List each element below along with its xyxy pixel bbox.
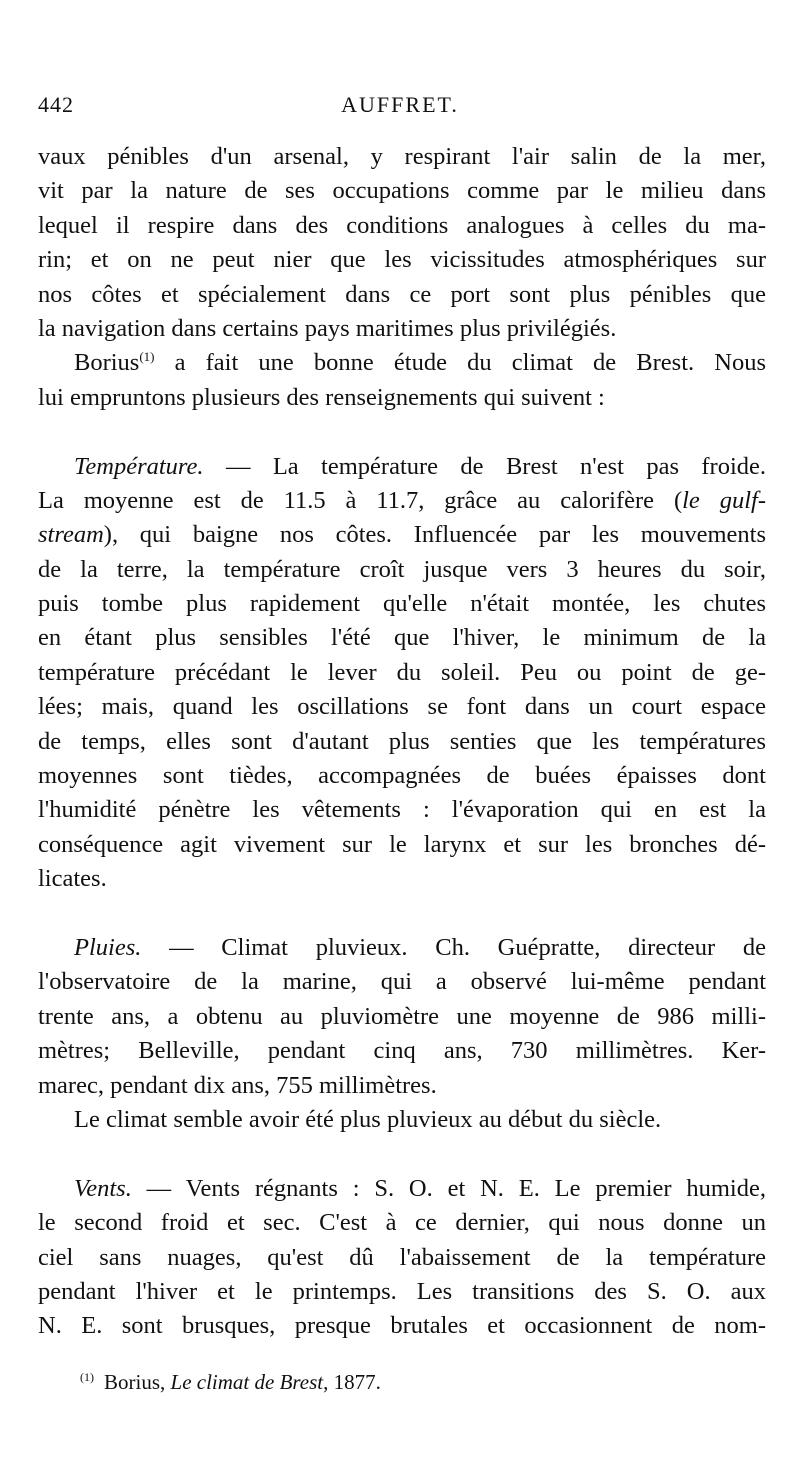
body-text [38, 140, 766, 1344]
paragraph-gap [38, 415, 766, 449]
text-line: ciel sans nuages, qu'est dû l'abaissement de la température [38, 1243, 766, 1271]
section-pluies [38, 931, 766, 1137]
page-header [38, 92, 762, 122]
text-line: vaux pénibles d'un arsenal, y respirant l'air salin de la mer, [38, 143, 766, 170]
text-line: moyennes sont tièdes, accompagnées de buées épaisses dont [38, 762, 766, 790]
text-line: stream), qui baigne nos côtes. Influencée par les mouvements [38, 521, 766, 549]
footnote-reference[interactable]: (1) [139, 349, 155, 365]
page-number: 442 [38, 92, 74, 117]
footnote-author: Borius, [104, 1370, 171, 1394]
text-line: Vents. — Vents régnants : S. O. et N. E. Le premier humide, [74, 1174, 766, 1202]
paragraph-borius [38, 346, 766, 415]
text-line: mètres; Belleville, pendant cinq ans, 730 millimètres. Ker- [38, 1037, 766, 1065]
text-line: puis tombe plus rapidement qu'elle n'était montée, les chutes [38, 590, 766, 618]
section-heading-vents: Vents. [74, 1174, 132, 1202]
text-line: licates. [38, 865, 107, 893]
paragraph-continuation [38, 140, 766, 346]
text-line: lées; mais, quand les oscillations se font dans un court espace [38, 693, 766, 721]
text-line: La moyenne est de 11.5 à 11.7, grâce au calorifère (le gulf- [38, 486, 766, 514]
text-line: vit par la nature de ses occupations comme par le milieu dans [38, 177, 766, 205]
text-line: en étant plus sensibles l'été que l'hiver, le minimum de la [38, 624, 766, 652]
text-line: conséquence agit vivement sur le larynx et sur les bronches dé- [38, 830, 766, 858]
text-line: lequel il respire dans des conditions analogues à celles du ma- [38, 211, 766, 239]
footnote-title: Le climat de Brest [170, 1370, 324, 1394]
footnote-year: , 1877. [323, 1370, 381, 1394]
section-temperature [38, 450, 766, 897]
text-line: N. E. sont brusques, presque brutales et occasionnent de nom- [38, 1312, 766, 1340]
text-line: le second froid et sec. C'est à ce dernier, qui nous donne un [38, 1209, 766, 1237]
paragraph-gap [38, 897, 766, 931]
text-line: Le climat semble avoir été plus pluvieux au début du siècle. [74, 1105, 662, 1133]
author-name: Borius [74, 349, 140, 377]
section-heading-temperature: Température. [74, 452, 204, 480]
footnote-mark: (1) [80, 1370, 94, 1384]
text-line: lui empruntons plusieurs des renseignements qui suivent : [38, 383, 605, 411]
section-vents [38, 1172, 766, 1344]
text-line: de la terre, la température croît jusque vers 3 heures du soir, [38, 555, 766, 583]
text-line: Pluies. — Climat pluvieux. Ch. Guépratte, directeur de [74, 933, 766, 961]
text-line: Borius$^{(1)}$ a fait une bonne étude du climat de Brest. Nous [74, 349, 766, 377]
text-line: la navigation dans certains pays maritimes plus privilégiés. [38, 314, 617, 342]
text-line: l'observatoire de la marine, qui a observé lui-même pendant [38, 968, 766, 996]
text-line: nos côtes et spécialement dans ce port sont plus pénibles que [38, 280, 766, 308]
text-line: l'humidité pénètre les vêtements : l'évaporation qui en est la [38, 796, 766, 824]
text-line: rin; et on ne peut nier que les vicissitudes atmosphériques sur [38, 246, 766, 274]
text-line: marec, pendant dix ans, 755 millimètres. [38, 1071, 437, 1099]
text-line: de temps, elles sont d'autant plus senties que les températures [38, 727, 766, 755]
footnote [80, 1368, 381, 1396]
paragraph-gap [38, 1137, 766, 1171]
text-line: Température. — La température de Brest n'est pas froide. [74, 452, 766, 480]
text-line: température précédant le lever du soleil. Peu ou point de ge- [38, 658, 766, 686]
running-title: AUFFRET. [341, 92, 459, 117]
text-line: trente ans, a obtenu au pluviomètre une moyenne de 986 milli- [38, 1002, 766, 1030]
text-line: pendant l'hiver et le printemps. Les transitions des S. O. aux [38, 1277, 766, 1305]
section-heading-pluies: Pluies. [74, 933, 142, 961]
